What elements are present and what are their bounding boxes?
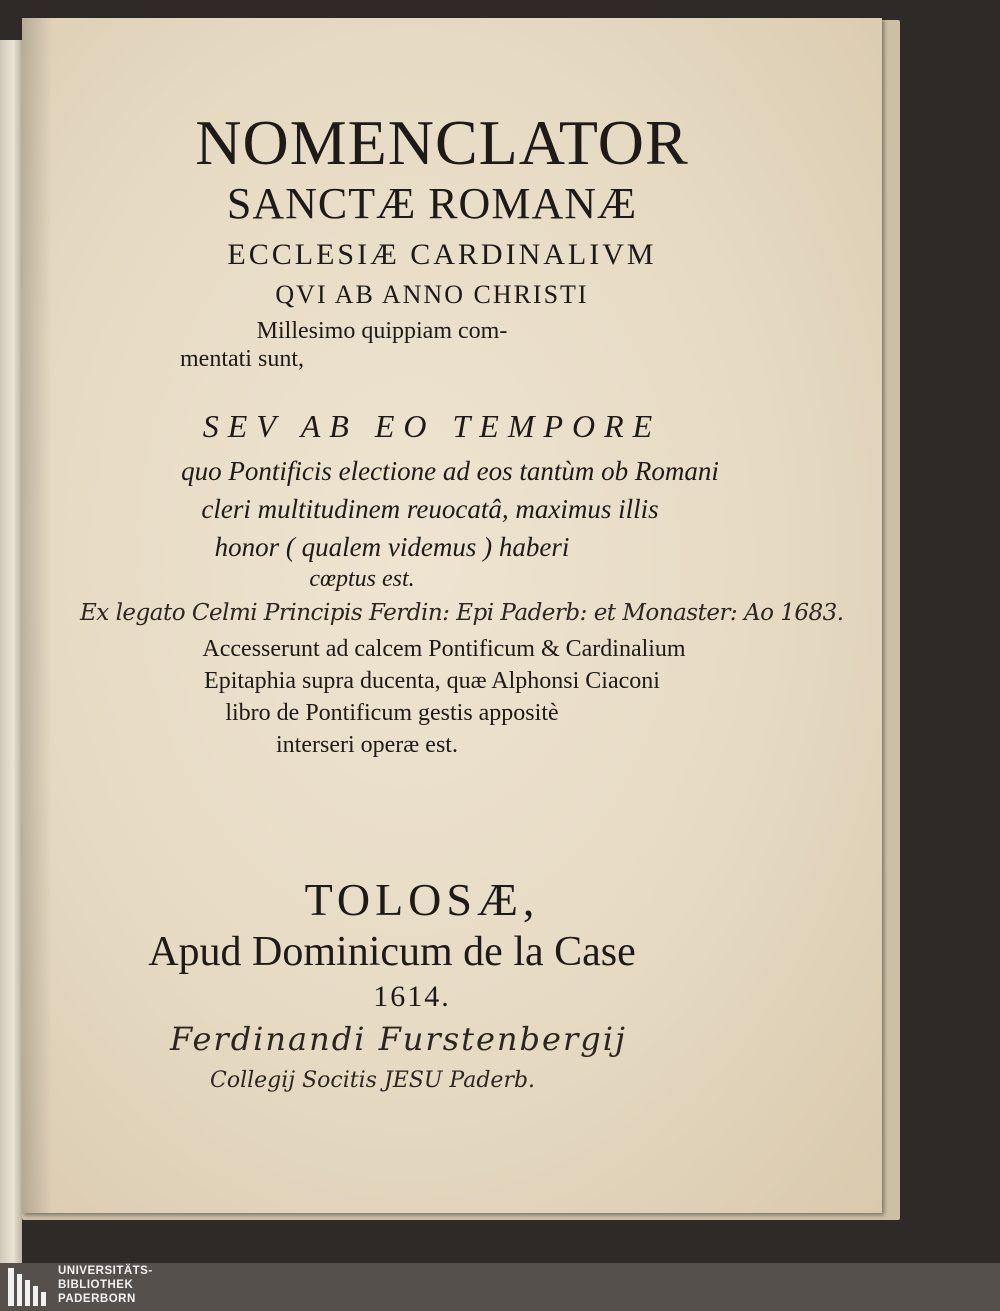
library-name-line-2: BIBLIOTHEK — [58, 1279, 134, 1291]
handwritten-provenance-note: Ex legato Celmi Principis Ferdin: Epi Paderb: et Monaster: Ao 1683. — [80, 600, 844, 626]
subtitle-line-5: cœptus est. — [309, 566, 415, 592]
title-line-5: Millesimo quippiam com- — [256, 318, 508, 344]
library-name-line-1: UNIVERSITÄTS- — [58, 1265, 153, 1277]
title-line-2: SANCTÆ ROMANÆ — [226, 179, 638, 228]
title-line-1: NOMENCLATOR — [195, 107, 689, 178]
imprint-printer: Apud Dominicum de la Case — [148, 929, 636, 975]
note-line-4: interseri operæ est. — [276, 732, 458, 758]
library-name — [58, 1264, 153, 1306]
title-line-4: QVI AB ANNO CHRISTI — [275, 280, 589, 309]
title-line-3: ECCLESIÆ CARDINALIVM — [227, 238, 657, 271]
subtitle-line-1: SEV AB EO TEMPORE — [202, 408, 662, 444]
handwritten-owner-college: Collegij Socitis JESU Paderb. — [210, 1068, 536, 1093]
title-page — [22, 18, 882, 1213]
imprint-year: 1614. — [373, 980, 451, 1013]
library-logo-icon — [6, 1266, 48, 1308]
note-line-1: Accesserunt ad calcem Pontificum & Cardinalium — [202, 636, 686, 662]
library-name-line-3: PADERBORN — [58, 1293, 136, 1305]
handwritten-owner-name: Ferdinandi Furstenbergij — [170, 1020, 627, 1058]
title-line-6: mentati sunt, — [180, 346, 304, 372]
note-line-2: Epitaphia supra ducenta, quæ Alphonsi Ciaconi — [204, 668, 660, 694]
subtitle-line-3: cleri multitudinem reuocatâ, maximus illis — [201, 494, 659, 524]
note-line-3: libro de Pontificum gestis appositè — [225, 700, 559, 726]
imprint-place: TOLOSÆ, — [304, 874, 540, 925]
subtitle-line-2: quo Pontificis electione ad eos tantùm ob Romani — [181, 456, 719, 486]
subtitle-line-4: honor ( qualem videmus ) haberi — [214, 532, 570, 562]
